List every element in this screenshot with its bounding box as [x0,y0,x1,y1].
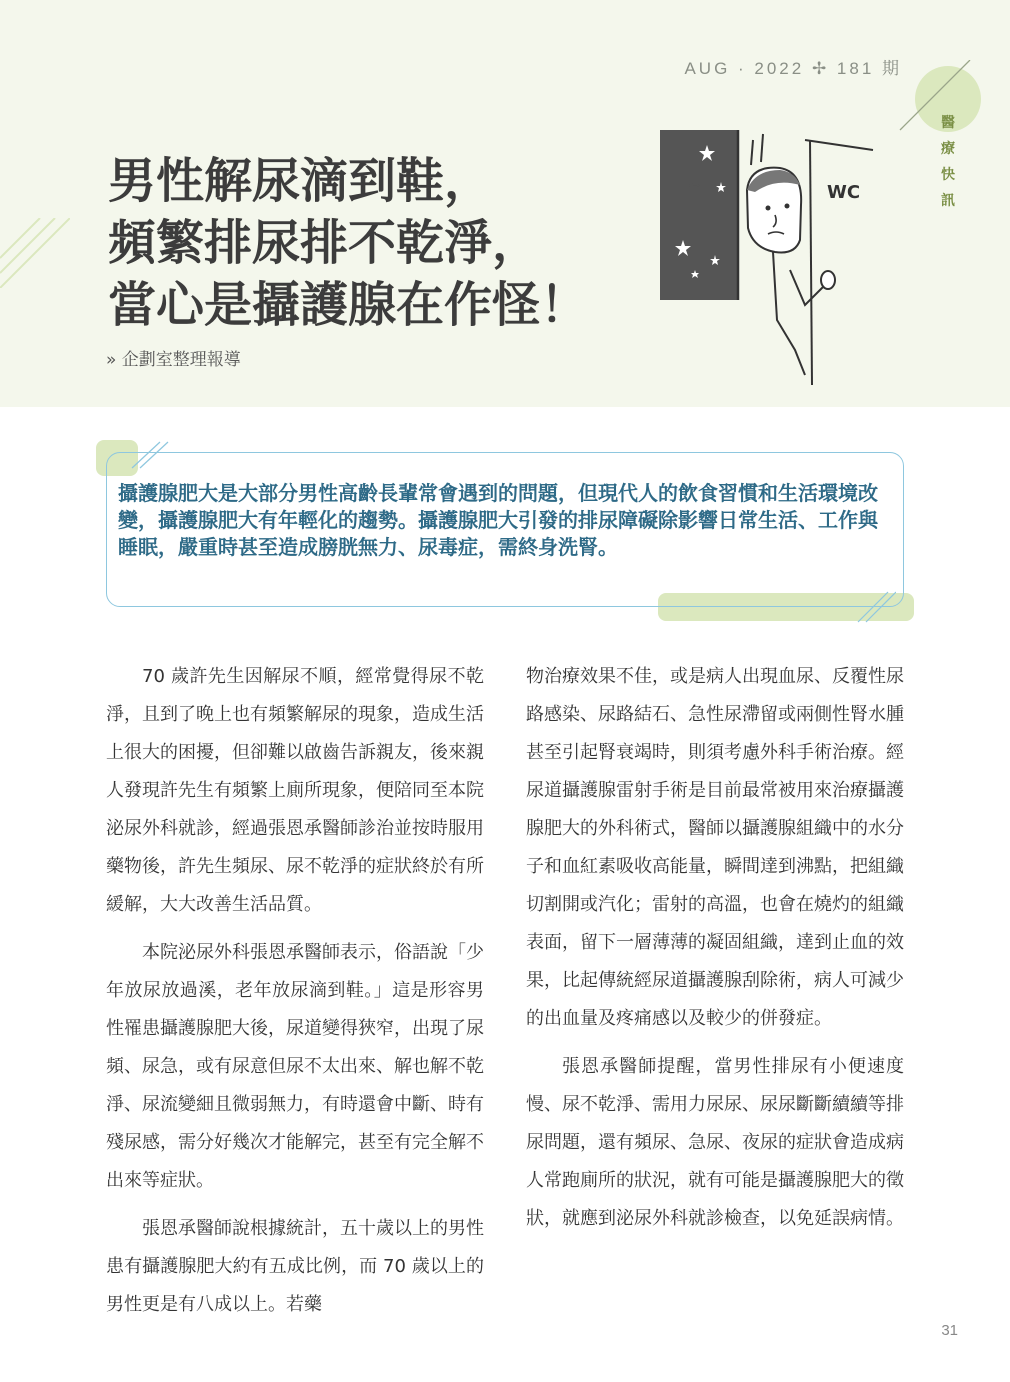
body-paragraph: 張恩承醫師說根據統計，五十歲以上的男性患有攝護腺肥大約有五成比例，而 70 歲以上的男性更是有八成以上。若藥 [106,1218,484,1315]
body-column-left [106,658,484,1334]
title-line: 當心是攝護腺在作怪！ [108,277,589,333]
body-paragraph: 本院泌尿外科張恩承醫師表示，俗語說「少年放尿放過溪，老年放尿滴到鞋。」這是形容男性罹患攝護腺肥大後，尿道變得狹窄，出現了尿頻、尿急，或有尿意但尿不太出來、解也解不乾淨、尿流變細且微弱無力，有時還會中斷、時有殘尿感，需分好幾次才能解完，甚至有完全解不出來等症狀。 [106,942,484,1191]
summary-callout [96,440,916,625]
decorative-hatch [0,218,70,288]
man-at-toilet-door-illustration [655,120,885,390]
summary-hatch-bottom [856,590,896,624]
body-column-right [526,658,904,1248]
wc-sign-text: WC [827,182,861,203]
body-paragraph: 張恩承醫師提醒，當男性排尿有小便速度慢、尿不乾淨、需用力尿尿、尿尿斷斷續續等排尿問題，還有頻尿、急尿、夜尿的症狀會造成病人常跑廁所的狀況，就有可能是攝護腺肥大的徵狀，就應到泌尿外科就診檢查，以免延誤病情。 [526,1056,904,1229]
section-label: 醫療快訊 [941,115,955,209]
body-paragraph: 70 歲許先生因解尿不順，經常覺得尿不乾淨，且到了晚上也有頻繁解尿的現象，造成生活上很大的困擾，但卻難以啟齒告訴親友，後來親人發現許先生有頻繁上廁所現象，便陪同至本院泌尿外科就診，經過張恩承醫師診治並按時服用藥物後，許先生頻尿、尿不乾淨的症狀終於有所緩解，大大改善生活品質。 [106,666,484,915]
summary-text: 攝護腺肥大是大部分男性高齡長輩常會遇到的問題，但現代人的飲食習慣和生活環境改變，攝護腺肥大有年輕化的趨勢。攝護腺肥大引發的排尿障礙除影響日常生活、工作與睡眠，嚴重時甚至造成膀胱無力、尿毒症，需終身洗腎。 [118,481,878,559]
title-line: 男性解尿滴到鞋， [108,153,493,209]
page-number: 31 [941,1322,958,1339]
section-divider-line [890,60,980,140]
body-paragraph: 物治療效果不佳，或是病人出現血尿、反覆性尿路感染、尿路結石、急性尿滯留或兩側性腎水腫甚至引起腎衰竭時，則須考慮外科手術治療。經尿道攝護腺雷射手術是目前最常被用來治療攝護腺肥大的外科術式，醫師以攝護腺組織中的水分子和血紅素吸收高能量，瞬間達到沸點，把組織切割開或汽化；雷射的高溫，也會在燒灼的組織表面，留下一層薄薄的凝固組織，達到止血的效果，比起傳統經尿道攝護腺刮除術，病人可減少的出血量及疼痛感以及較少的併發症。 [526,666,904,1029]
article-title [108,150,668,336]
issue-label: AUG · 2022 ✢ 181 期 [684,59,902,78]
title-line: 頻繁排尿排不乾淨， [108,215,541,271]
byline: » 企劃室整理報導 [106,350,241,370]
